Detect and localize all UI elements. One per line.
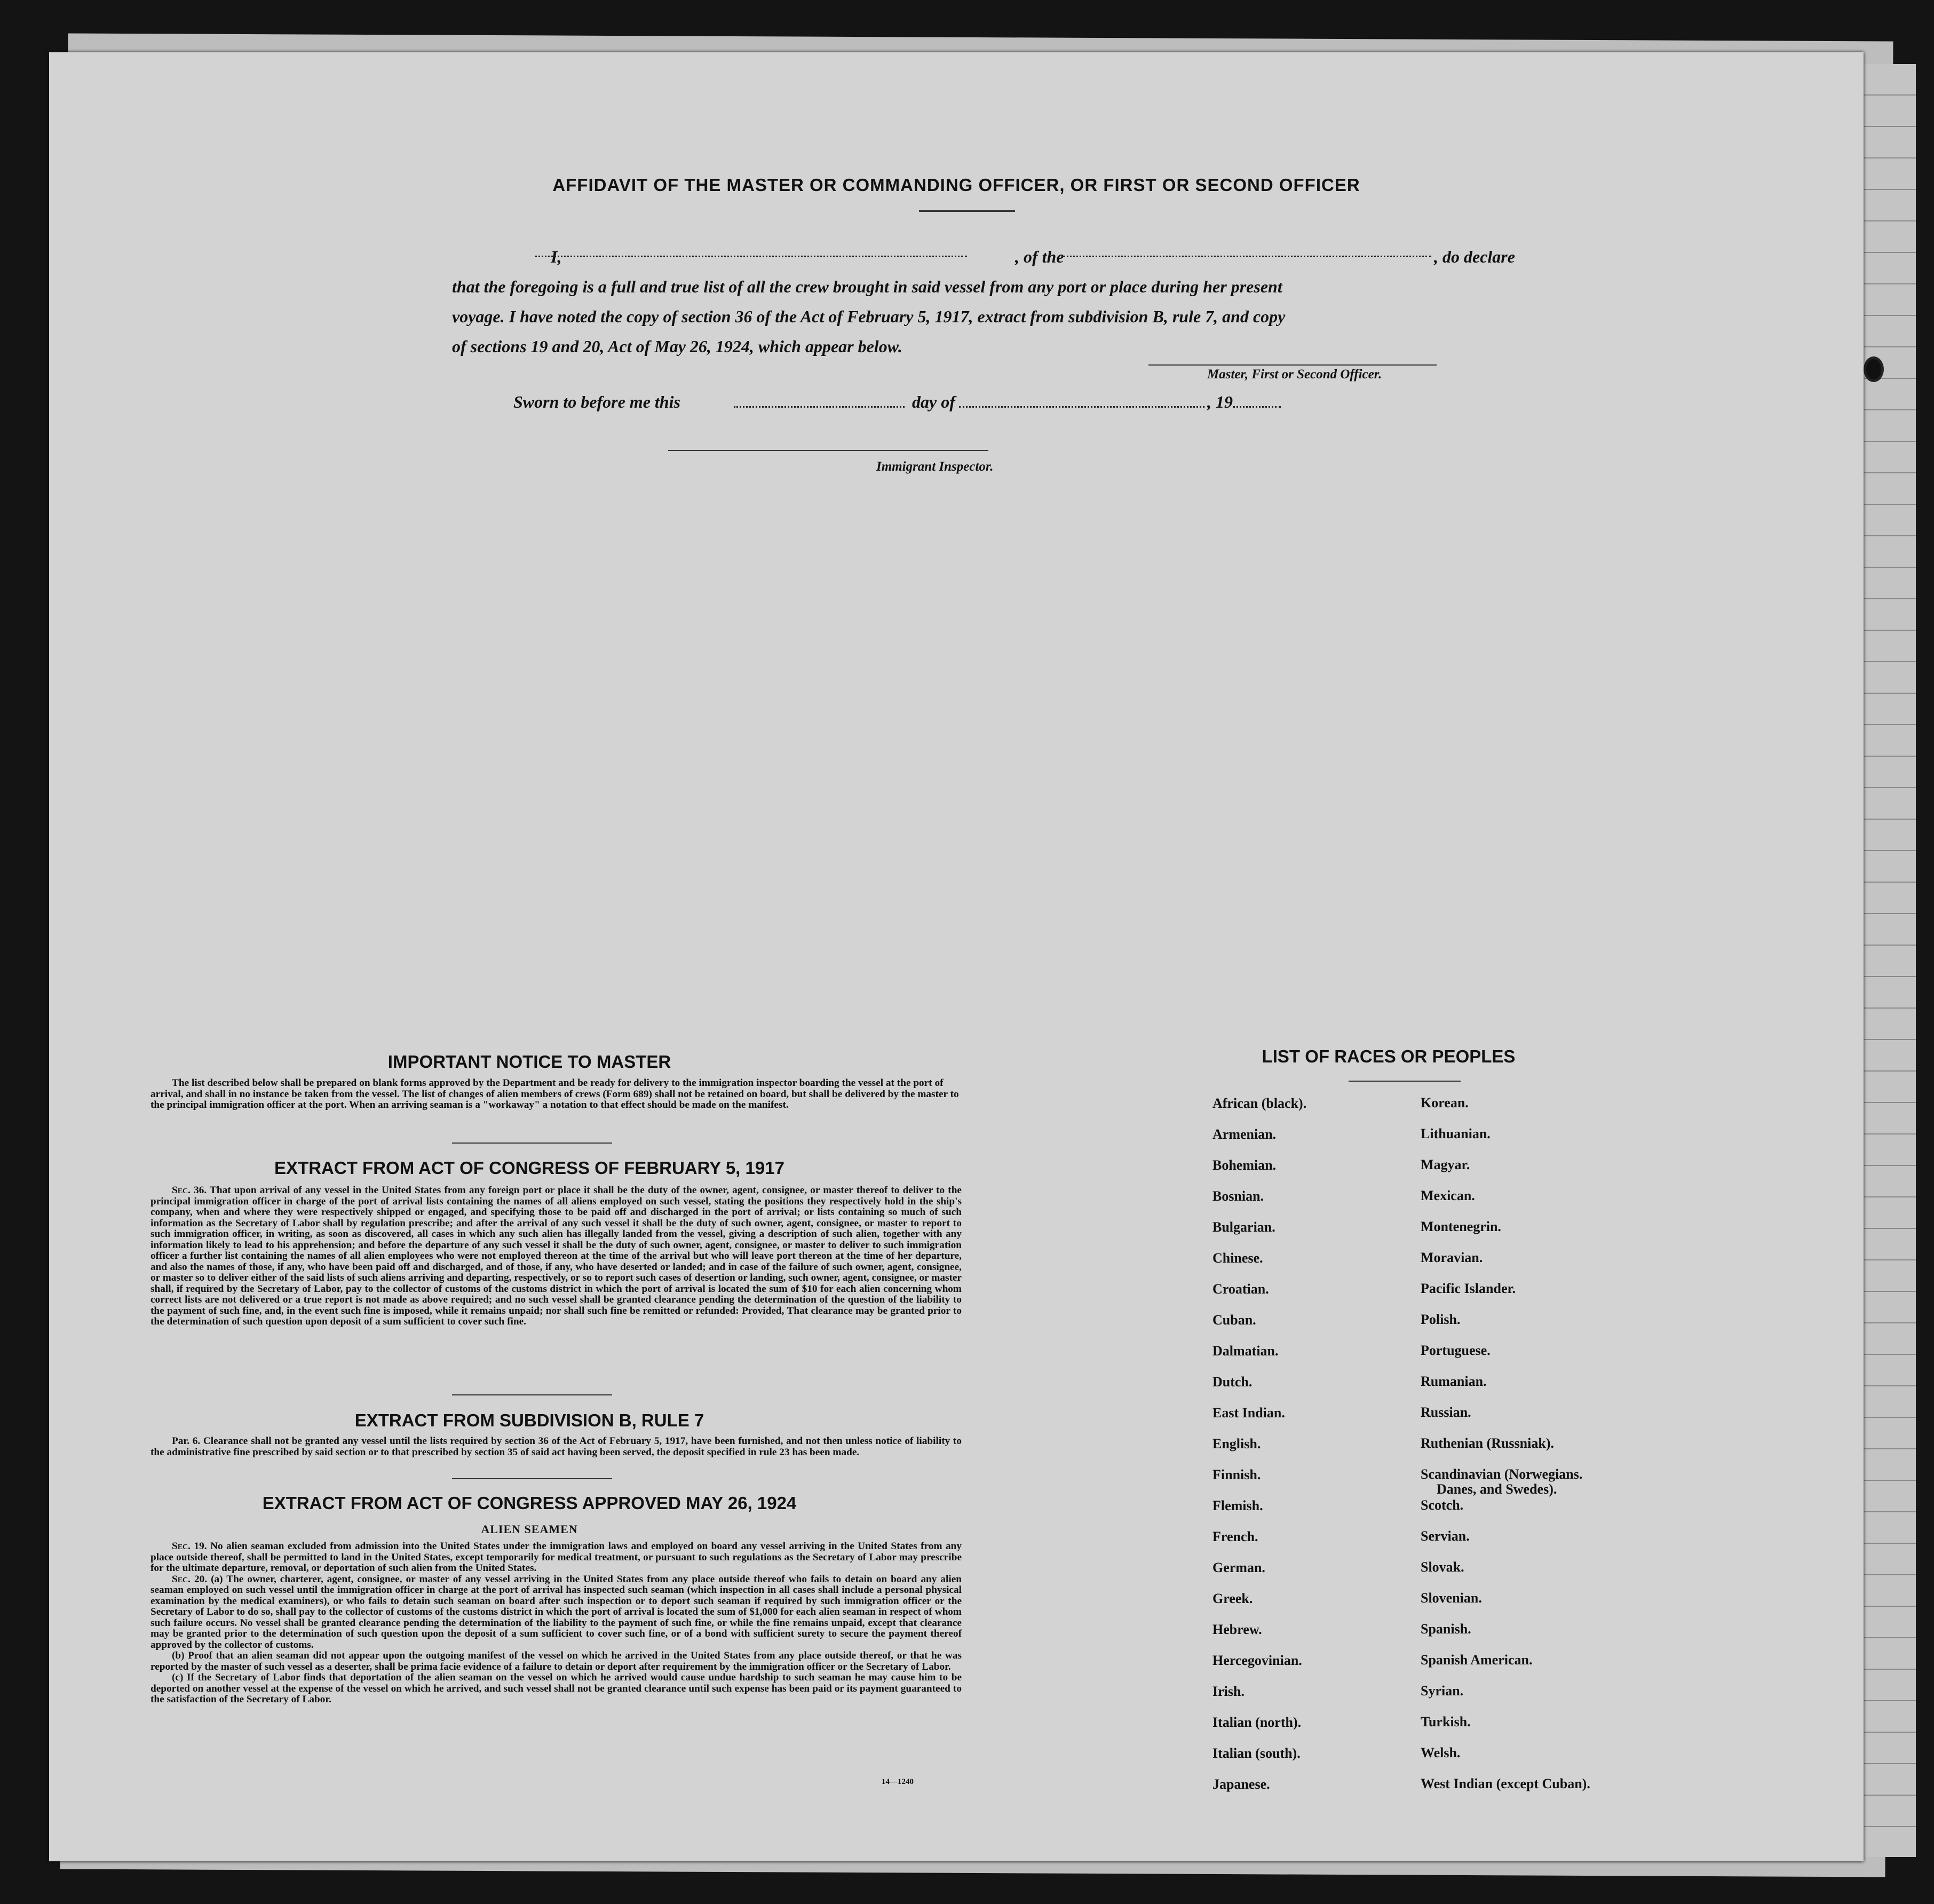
month-blank[interactable] [959,406,1204,408]
affidavit-i: I, [551,247,562,266]
race-row [1202,1281,1682,1312]
race-entry: Cuban. [1212,1312,1256,1328]
extract-1917-title: EXTRACT FROM ACT OF CONGRESS OF FEBRUARY 5, 1917 [274,1158,784,1178]
race-entry [1421,1157,1470,1172]
race-entry [1421,1188,1475,1203]
race-entry: Finnish. [1212,1467,1261,1482]
sec-20-label: Sec. 20. [172,1573,208,1585]
race-entry-line: Korean. [1421,1095,1469,1110]
affidavit-title: AFFIDAVIT OF THE MASTER OR COMMANDING OFFICER, OR FIRST OR SECOND OFFICER [552,175,1360,195]
race-row [1202,1653,1682,1684]
race-row [1202,1591,1682,1622]
signature-line[interactable] [1148,364,1437,366]
rule-7-text: Par. 6. Clearance shall not be granted any vessel until the lists required by section 36 of the Act of February 5, 1917, have been furnished, and not then unless notice of liability to the administrative fine prescribed by said section or to that prescribed by section 35 of said act having been served, the deposit specified in rule 23 has been made. [150,1435,962,1458]
race-entry: German. [1212,1560,1265,1575]
title-underline [919,210,1015,212]
name-blank[interactable] [535,256,967,257]
rule-7-title: EXTRACT FROM SUBDIVISION B, RULE 7 [354,1410,704,1430]
race-entry-line: Rumanian. [1421,1374,1487,1389]
notice-text: The list described below shall be prepared on blank forms approved by the Department and be ready for delivery to the immigration inspector boarding the vessel at the port of arrival, and shall in no instance be taken from the vessel. The list of changes of alien members of crews (Form 689) shall not be retained on board, but shall be delivered by the master to the principal immigration officer at the port. When an arriving seaman is a "workaway" a notation to that effect should be made on the manifest. [150,1077,959,1110]
race-entry-line: Polish. [1421,1312,1461,1327]
race-row [1202,1622,1682,1653]
race-row [1202,1560,1682,1591]
race-entry [1421,1250,1483,1265]
section-divider [452,1478,612,1479]
race-entry: Greek. [1212,1591,1253,1606]
race-entry: Croatian. [1212,1281,1269,1297]
race-row [1202,1157,1682,1188]
race-row [1202,1715,1682,1746]
race-entry: Irish. [1212,1684,1245,1699]
race-row [1202,1498,1682,1529]
race-entry-line: Spanish. [1421,1621,1471,1637]
race-entry [1421,1529,1470,1544]
race-entry [1421,1715,1471,1730]
year-text: , 19 [1207,392,1233,411]
affidavit-line-2: that the foregoing is a full and true list of all the crew brought in said vessel from any port or place during her present [452,277,1282,296]
race-entry [1421,1312,1460,1327]
race-row [1202,1250,1682,1281]
form-number: 14—1240 [882,1778,914,1786]
signature-label: Master, First or Second Officer. [1207,367,1382,382]
form-sheet [49,52,1864,1861]
race-entry-line: Spanish American. [1421,1652,1533,1668]
race-entry: African (black). [1212,1096,1307,1111]
race-entry-line: Danes, and Swedes). [1437,1481,1557,1497]
race-entry [1421,1467,1582,1497]
section-divider [452,1394,612,1395]
race-entry: Japanese. [1212,1776,1270,1792]
race-entry [1421,1622,1471,1637]
races-title-underline [1349,1081,1461,1082]
inspector-signature-line[interactable] [668,450,988,451]
section-divider [452,1143,612,1144]
race-row [1202,1467,1682,1498]
extract-1924-text [150,1541,962,1705]
race-entry: Dalmatian. [1212,1343,1279,1359]
race-entry [1421,1684,1463,1699]
affidavit-line-3: voyage. I have noted the copy of section 36 of the Act of February 5, 1917, extract from subdivision B, rule 7, and copy [452,307,1286,326]
extract-1917-text [150,1185,962,1328]
race-entry [1421,1436,1554,1451]
sworn-line [513,392,1367,424]
race-row [1202,1343,1682,1374]
sec-36-label: Sec. 36. [172,1185,207,1196]
affidavit-line-4: of sections 19 and 20, Act of May 26, 1924, which appear below. [452,337,902,356]
race-row [1202,1312,1682,1343]
race-entry: Bosnian. [1212,1188,1264,1204]
race-entry-line: Russian. [1421,1405,1471,1420]
race-entry: Flemish. [1212,1498,1263,1513]
day-of-text: day of [912,392,955,411]
notice-title: IMPORTANT NOTICE TO MASTER [387,1052,671,1072]
race-entry [1421,1560,1464,1575]
race-row [1202,1436,1682,1467]
race-entry: Hercegovinian. [1212,1653,1302,1668]
race-entry: Bulgarian. [1212,1219,1275,1235]
sec-20a-text: (a) The owner, charterer, agent, consignee, or master of any vessel arriving in the United States from any place outside thereof who fails to detain on board any alien seaman employed on such vessel until the immigration officer in charge at the port of arrival has inspected such seaman (which inspection in all cases shall include a personal physical examination by the medical examiners), or who fails to detain such seaman on board after such inspection or to deport such seaman if required by such immigration officer or the Secretary of Labor to do so, shall pay to the collector of customs of the customs district in which the port of arrival is located the sum of $1,000 for each alien seaman in respect of whom such failure occurs. No vessel shall be granted clearance pending the determination of the liability to the payment of such fine, or while the fine remains unpaid, except that clearance may be granted prior to the determination of such question upon the deposit of a sum sufficient to cover such fine, or of a bond with sufficient surety to secure the payment thereof approved by the collector of customs. [150,1573,962,1651]
race-entry: Hebrew. [1212,1622,1262,1637]
sec-36-text: That upon arrival of any vessel in the United States from any foreign port or place it shall be the duty of the owner, agent, consignee, or master thereof to deliver to the principal immigration officer in charge of the port of arrival lists containing the names of all aliens employed on such vessel, stating the positions they respectively hold in the ship's company, when and where they were respectively shipped or engaged, and specifying those to be paid off and discharged in the port of arrival; or lists containing so much of such information as the Secretary of Labor shall by regulation prescribe; and after the arrival of any such vessel it shall be the duty of such owner, agent, consignee, or master to report to such immigration officer, in writing, as soon as discovered, all cases in which any such alien has illegally landed from the vessel, giving a description of such alien, together with any information likely to lead to his apprehension; and before the departure of any such vessel it shall be the duty of such owner, agent, consignee, or master to deliver to such immigration officer a further list containing the names of all alien employees who were not employed thereon at the time of the arrival but who will leave port thereon at the time of her departure, and also the names of those, if any, who have been paid off and discharged, and of those, if any, who have deserted or landed; and in case of the failure of such owner, agent, consignee, or master so to deliver either of the said lists of such aliens arriving and departing, respectively, or so to report such cases of desertion or landing, such owner, agent, consignee, or master shall, if required by the Secretary of Labor, pay to the collector of customs of the customs district in which the port of arrival is located the sum of $10 for each alien concerning whom correct lists are not delivered or a true report is not made as above required; and no such vessel shall be granted clearance pending the determination of the question of the liability to the payment of such fine, and, in the event such fine is imposed, while it remains unpaid; nor shall such fine be remitted or refunded: Provided, That clearance may be granted prior to the determination of such question upon deposit of a sum sufficient to cover such fine. [150,1185,962,1327]
race-entry [1421,1374,1487,1389]
affidavit-do-declare: , do declare [1434,247,1515,266]
race-entry-line: Turkish. [1421,1714,1471,1730]
race-entry: Dutch. [1212,1374,1253,1390]
sec-19-paragraph [150,1541,962,1574]
race-entry-line: Slovenian. [1421,1590,1482,1606]
race-entry-line: Pacific Islander. [1421,1281,1516,1296]
race-entry-line: Moravian. [1421,1250,1483,1265]
race-entry [1421,1219,1501,1234]
sec-20c-paragraph: (c) If the Secretary of Labor finds that deportation of the alien seaman on the vessel on which he arrived would cause undue hardship to such seaman he may cause him to be deported on another vessel at the expense of the vessel on which he arrived, and such vessel shall not be granted clearance until such expense has been paid or its payment guaranteed to the satisfaction of the Secretary of Labor. [150,1672,962,1705]
races-list [1202,1096,1682,1807]
race-entry-line: Welsh. [1421,1745,1461,1760]
year-blank[interactable] [1233,406,1281,408]
race-entry-line: Syrian. [1421,1683,1464,1699]
race-row [1202,1776,1682,1807]
race-entry-line: Servian. [1421,1528,1470,1544]
race-row [1202,1374,1682,1405]
race-entry [1421,1776,1590,1791]
race-entry-line: West Indian (except Cuban). [1421,1776,1590,1791]
race-entry [1421,1343,1491,1358]
sec-20a-paragraph [150,1574,962,1651]
race-entry [1421,1591,1482,1606]
race-entry [1421,1281,1516,1296]
race-entry: Chinese. [1212,1250,1263,1266]
race-entry-line: Scandinavian (Norwegians. [1421,1466,1583,1482]
race-entry: Armenian. [1212,1126,1277,1142]
race-entry [1421,1498,1463,1513]
race-entry-line: Magyar. [1421,1157,1470,1172]
race-entry-line: Scotch. [1421,1497,1464,1513]
race-row [1202,1096,1682,1126]
affidavit-text [452,242,1525,361]
day-blank[interactable] [734,406,905,408]
race-row [1202,1746,1682,1776]
race-entry [1421,1405,1471,1420]
race-entry-line: Mexican. [1421,1188,1475,1203]
race-entry: English. [1212,1436,1261,1451]
race-entry-line: Ruthenian (Russniak). [1421,1435,1554,1451]
race-entry-line: Montenegrin. [1421,1219,1501,1234]
race-entry-line: Slovak. [1421,1559,1464,1575]
extract-1924-title: EXTRACT FROM ACT OF CONGRESS APPROVED MAY 26, 1924 [262,1493,797,1513]
races-title: LIST OF RACES OR PEOPLES [1262,1046,1516,1066]
race-entry [1421,1096,1469,1110]
race-row [1202,1126,1682,1157]
race-entry-line: Lithuanian. [1421,1126,1491,1141]
race-entry: French. [1212,1529,1258,1544]
race-row [1202,1219,1682,1250]
race-entry: East Indian. [1212,1405,1285,1421]
race-row [1202,1188,1682,1219]
sworn-text: Sworn to before me this [513,392,680,411]
affidavit-of-the: , of the [1015,247,1064,266]
race-entry: Italian (north). [1212,1715,1302,1730]
race-entry: Italian (south). [1212,1746,1301,1761]
race-row [1202,1684,1682,1715]
inspector-label: Immigrant Inspector. [876,459,994,474]
vessel-blank[interactable] [1063,256,1431,257]
race-entry [1421,1653,1533,1668]
race-entry-line: Portuguese. [1421,1343,1491,1358]
sec-19-label: Sec. 19. [172,1541,207,1552]
race-entry [1421,1126,1491,1141]
alien-seamen-subtitle: ALIEN SEAMEN [481,1522,578,1536]
race-row [1202,1529,1682,1560]
race-entry: Bohemian. [1212,1157,1277,1173]
sec-20b-paragraph: (b) Proof that an alien seaman did not appear upon the outgoing manifest of the vessel on which he arrived in the United States from any place outside thereof, or that he was reported by the master of such vessel as a deserter, shall be prima facie evidence of a failure to detain or deport after requirement by the immigration officer or the Secretary of Labor. [150,1650,962,1672]
binder-hole [1864,356,1884,382]
race-row [1202,1405,1682,1436]
race-entry [1421,1746,1460,1760]
sec-19-text: No alien seaman excluded from admission into the United States under the immigration laws and employed on board any vessel arriving in the United States from any place outside thereof, shall be permitted to land in the United States, except temporarily for medical treatment, or pursuant to such regulations as the Secretary of Labor may prescribe for the ultimate departure, removal, or deportation of such alien from the United States. [150,1541,962,1574]
